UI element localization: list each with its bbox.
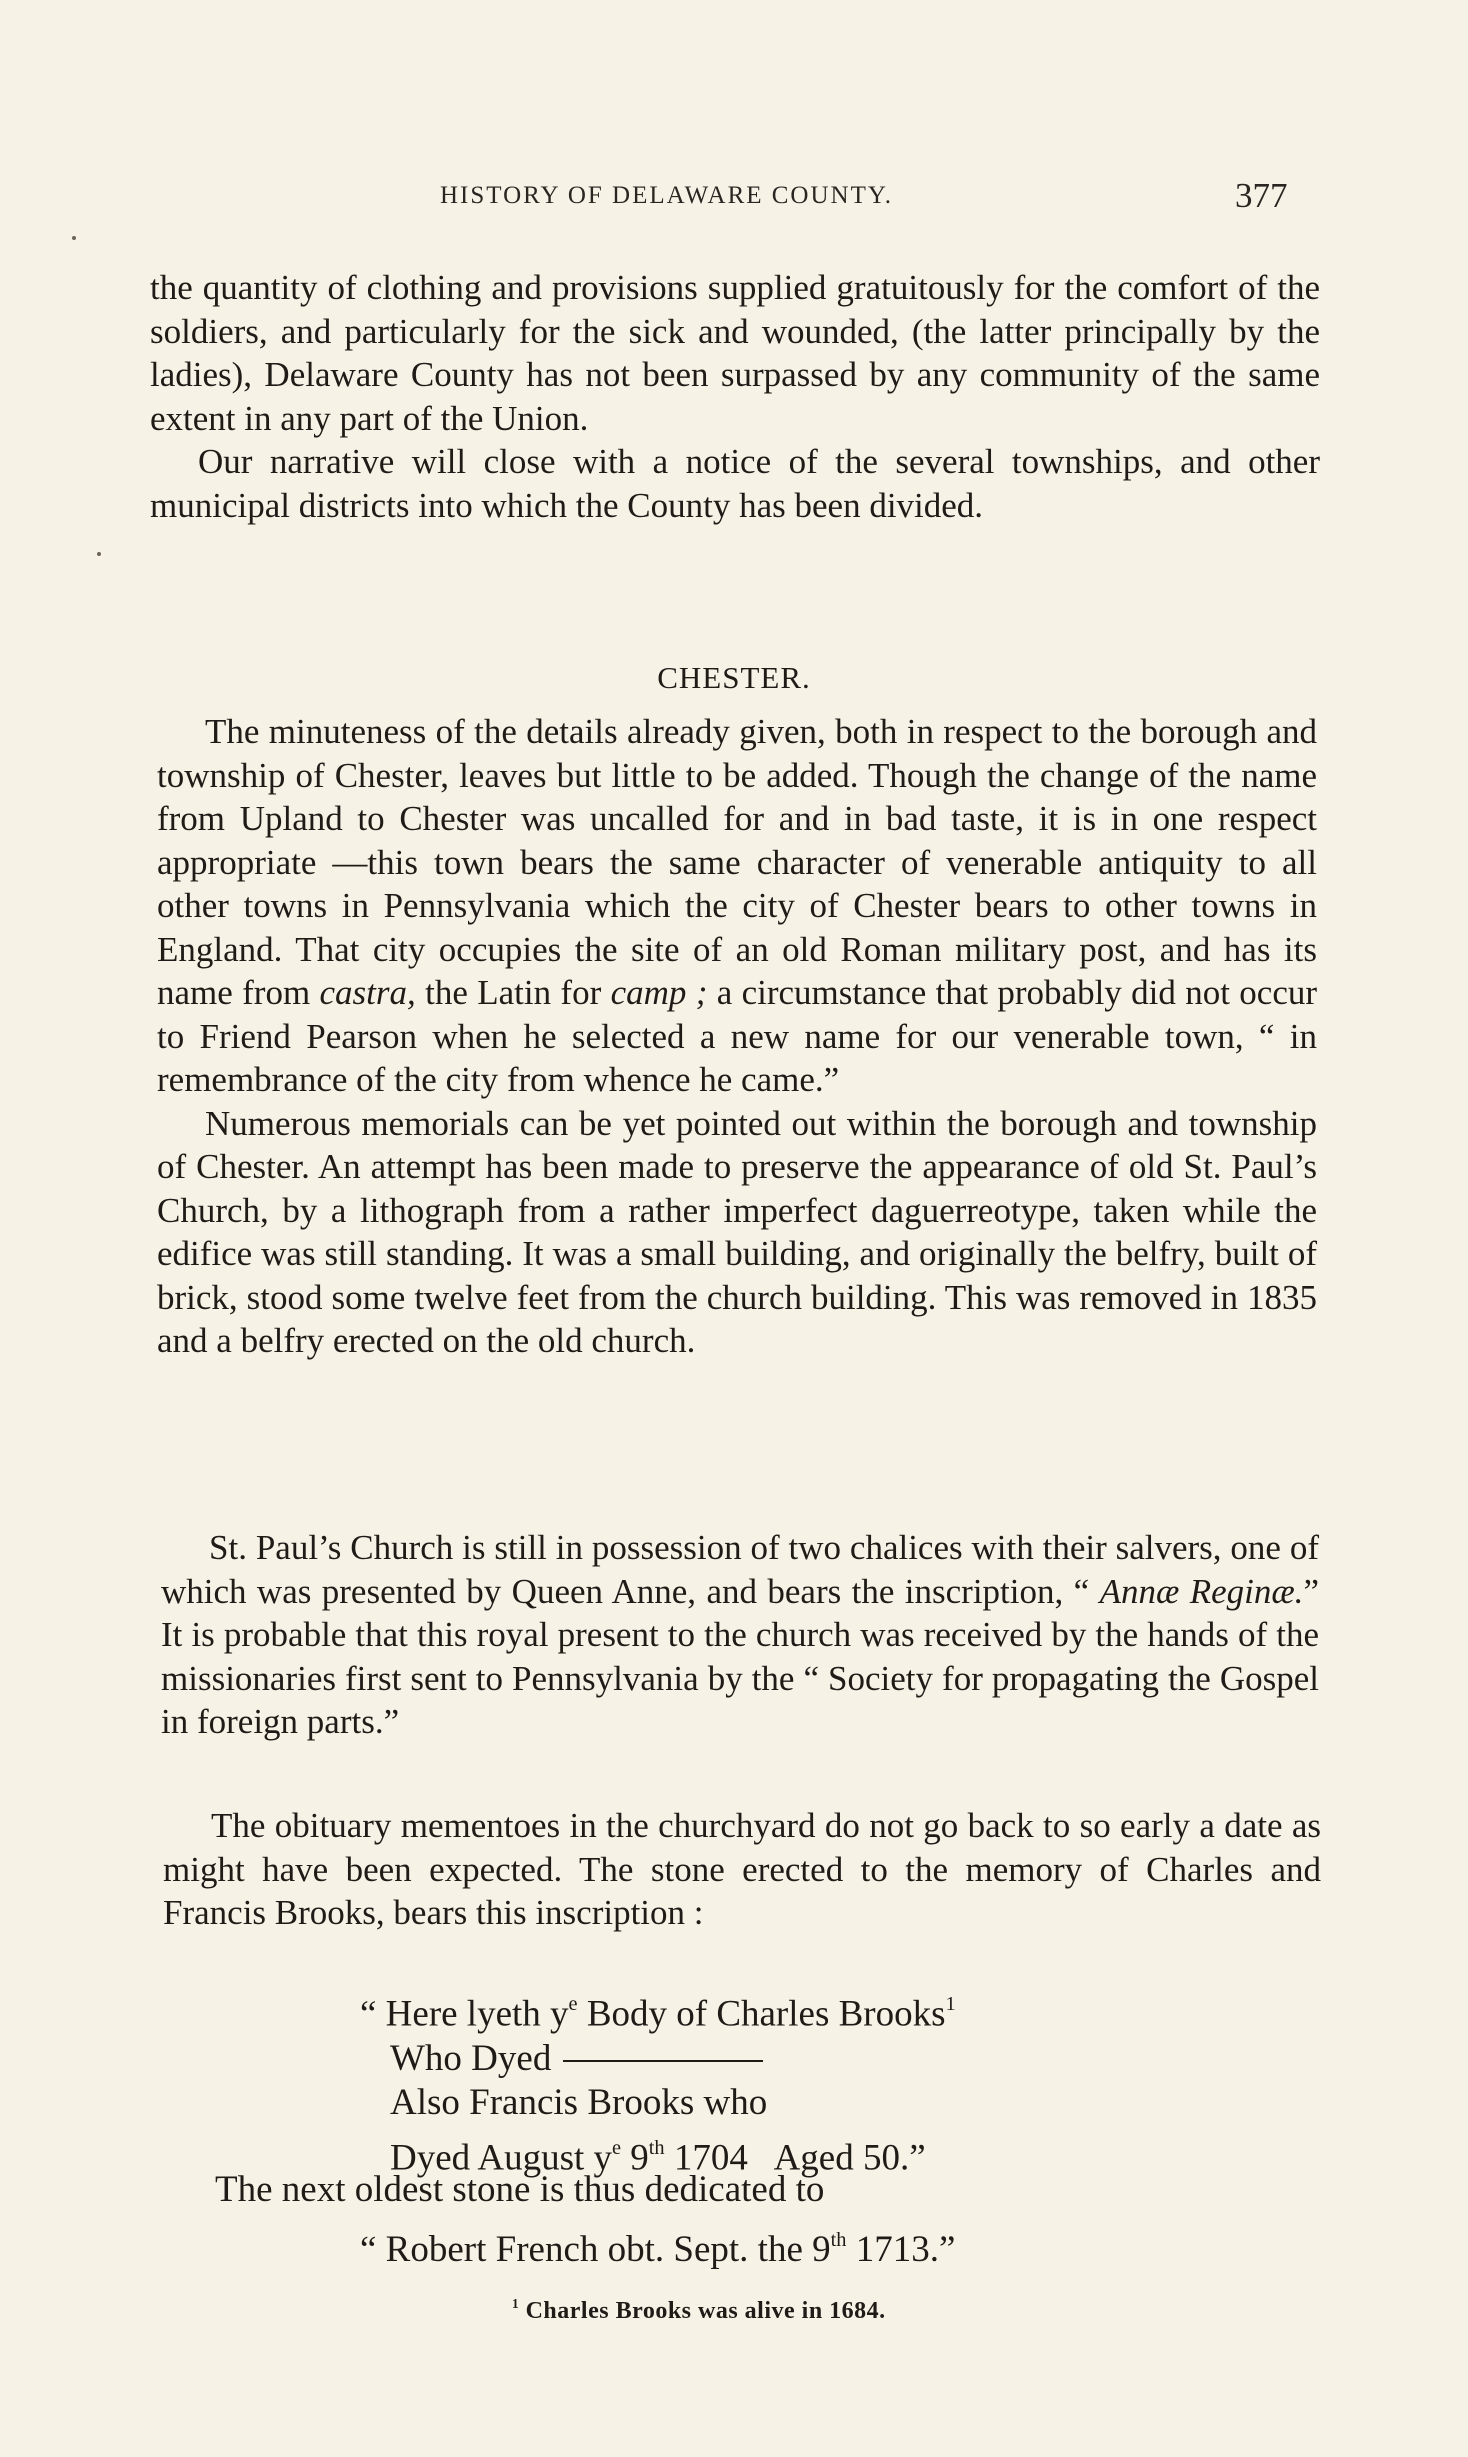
inscription-line: Also Francis Brooks who [390, 2082, 768, 2124]
text-run: Body of Charles Brooks [577, 1993, 946, 2035]
text-run: 1704 Aged 50.” [664, 2137, 926, 2178]
text-run: “ Robert French obt. Sept. the 9 [360, 2229, 831, 2270]
footnote [512, 2296, 886, 2325]
inscription-line [360, 2037, 956, 2082]
margin-speck [97, 552, 101, 556]
text-run: a circumstance that probably did not occur to Friend Pearson when he selected a new name for our venerable town, “ in remembrance of the city from whence he came.” [157, 973, 1318, 1099]
inscription-line [360, 1982, 956, 2037]
italic-text: camp ; [610, 973, 708, 1012]
text-run: 9 [621, 2137, 649, 2178]
italic-text: castra, [319, 973, 416, 1012]
margin-speck [72, 236, 76, 240]
superscript: e [612, 2136, 622, 2159]
text-run: The minuteness of the details already given, both in respect to the borough and township of Chester, leaves but little to be added. Though the change of the name from Upland to Chester was uncalled for and in bad taste, it is in one respect appropriate —this town bears the same character of venerable antiquity to all other towns in Pennsylvania which the city of Chester bears to other towns in England. That city occupies the site of an old Roman military post, and has its name from [157, 712, 1317, 1012]
page-number: 377 [1235, 176, 1288, 215]
paragraph: Numerous memorials can be yet pointed out within the borough and township of Chester. An attempt has been made to preserve the appearance of old St. Paul’s Church, by a lithograph from a rather imperfect daguerreotype, taken while the edifice was still standing. It was a small building, and originally the belfry, built of brick, stood some twelve feet from the church building. This was removed in 1835 and a belfry erected on the old church. [157, 1103, 1317, 1360]
brooks-inscription [360, 1982, 956, 2181]
paragraph: The obituary mementoes in the churchyard do not go back to so early a date as might have been expected. The stone erected to the memory of Charles and Francis Brooks, bears this inscription : [163, 1806, 1321, 1932]
paragraph: Our narrative will close with a notice of the several townships, and other municipal districts into which the County has been divided. [150, 442, 1320, 525]
footnote-text: Charles Brooks was alive in 1684. [519, 2297, 886, 2324]
italic-text: Annæ Reginæ. [1099, 1571, 1304, 1611]
next-stone-line: The next oldest stone is thus dedicated to [215, 2169, 825, 2210]
french-inscription [360, 2228, 955, 2271]
text-run: the Latin for [415, 973, 611, 1012]
footnote-mark: 1 [512, 2296, 520, 2311]
text-run: “ Here lyeth y [360, 1993, 569, 2035]
paragraph [161, 1526, 1319, 1744]
paragraph: the quantity of clothing and provisions supplied gratuitously for the comfort of the soldiers, and particularly for the sick and wounded, (the latter principally by the ladies), Delaware County has not been surpassed by any community of the same extent in any part of the Union. [150, 268, 1320, 438]
superscript: th [648, 2136, 665, 2159]
chester-paragraph-3 [161, 1526, 1319, 1744]
running-head [0, 176, 1468, 222]
text-run: Who Dyed [390, 2037, 552, 2079]
text-run: St. Paul’s Church is still in possession of two chalices with their salvers, one of which was presented by Queen Anne, and bears the inscription, “ [161, 1528, 1319, 1611]
text-run: Dyed August y [390, 2137, 612, 2178]
paragraph [157, 710, 1317, 1102]
chester-paragraph-1 [157, 710, 1317, 1363]
opening-paragraphs [150, 266, 1320, 527]
blank-dash [563, 2060, 763, 2062]
section-heading: CHESTER. [657, 660, 811, 695]
chester-paragraph-4 [163, 1804, 1321, 1935]
running-head-title: HISTORY OF DELAWARE COUNTY. [440, 182, 893, 209]
footnote-ref: 1 [945, 1993, 956, 2015]
superscript: th [830, 2228, 847, 2251]
text-run: 1713.” [846, 2229, 956, 2270]
superscript: e [568, 1993, 578, 2015]
text-run: ” It is probable that this royal present to the church was received by the hands of the missionaries first sent to Pennsylvania by the “ Society for propagating the Gospel in foreign parts.” [161, 1571, 1319, 1741]
